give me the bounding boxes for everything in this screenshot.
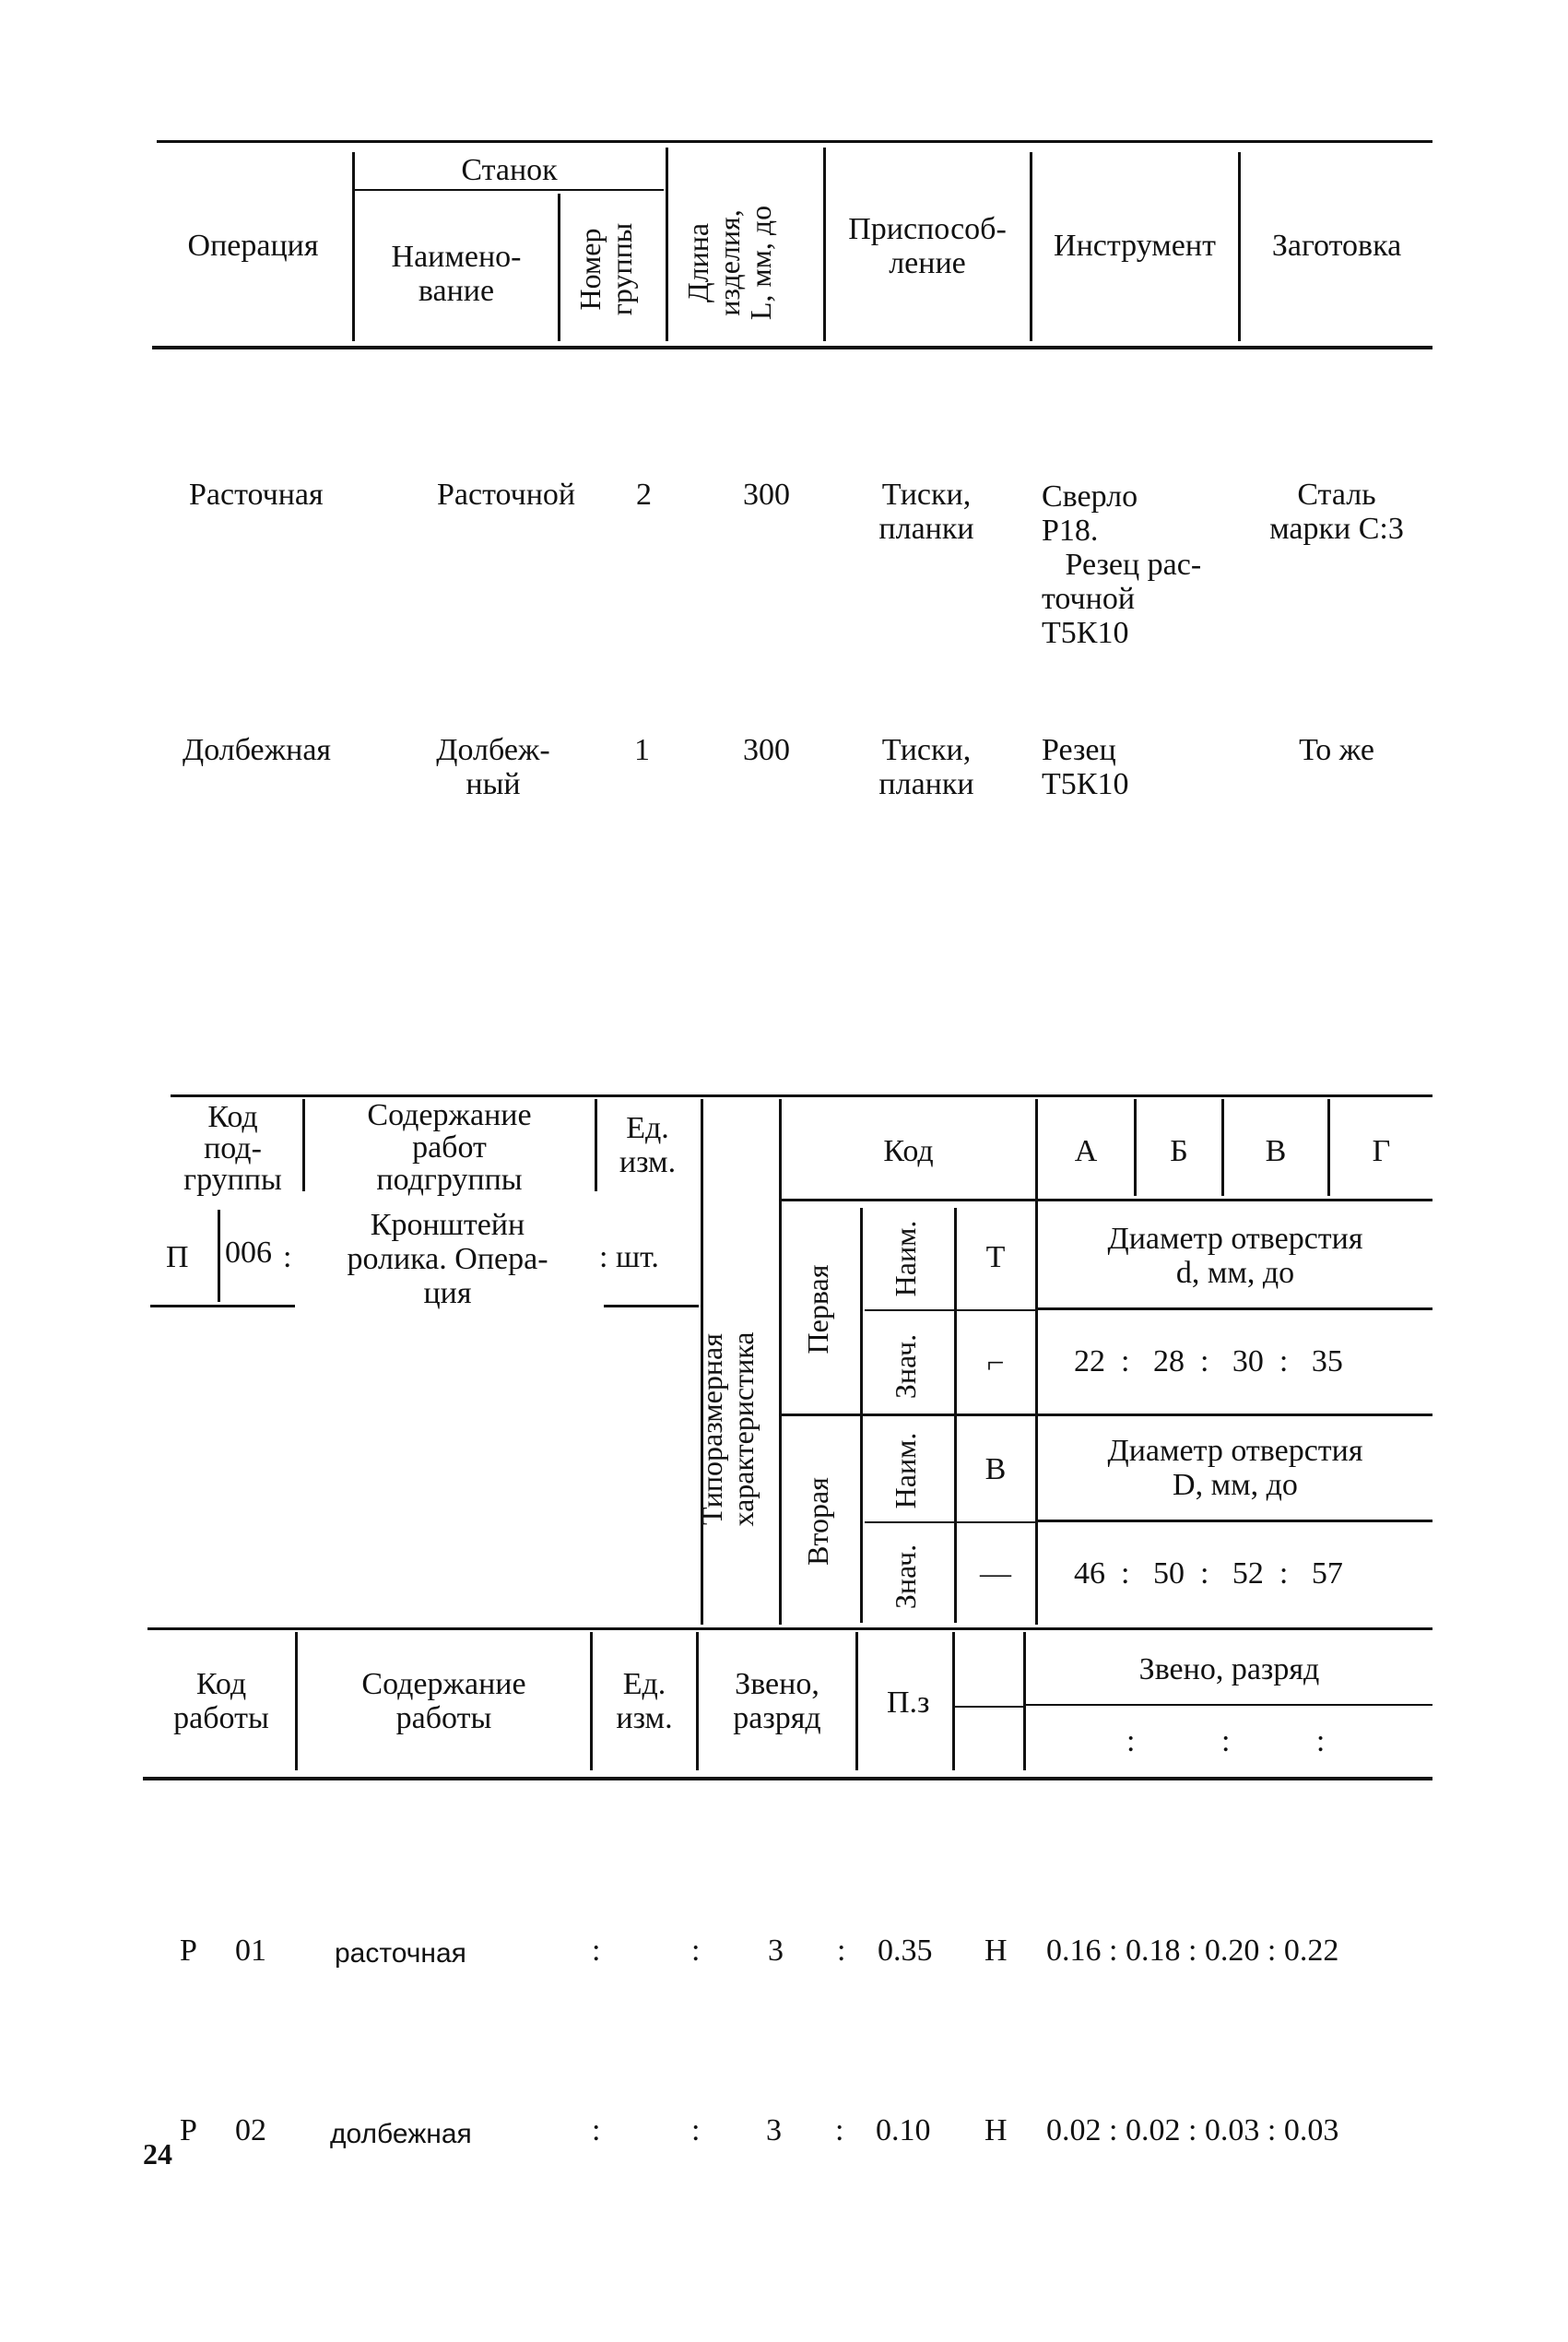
t2-hdr-letter-v: В bbox=[1265, 1134, 1287, 1168]
t3-hdr-code: Код работы bbox=[173, 1667, 269, 1735]
t3-hdr-unit: Ед. изм. bbox=[616, 1667, 673, 1735]
t1-hdr-operation: Операция bbox=[187, 229, 319, 263]
t2-second-znach: Знач. bbox=[889, 1544, 922, 1610]
t2-sub-unit: : шт. bbox=[599, 1240, 659, 1274]
t1-r2-operation: Долбежная bbox=[183, 733, 332, 767]
page-number: 24 bbox=[143, 2137, 172, 2170]
t1-r1-blank: Сталь марки С:3 bbox=[1269, 478, 1404, 546]
t3-rule bbox=[1026, 1704, 1432, 1706]
t3-r2-c3: : bbox=[835, 2113, 844, 2147]
t1-r2-fixture: Тиски, планки bbox=[878, 733, 974, 801]
t1-r1-group: 2 bbox=[636, 478, 652, 512]
t2-second-values: 46 : 50 : 52 : 57 bbox=[1074, 1556, 1343, 1591]
t2-second-desc: Диаметр отверстия D, мм, до bbox=[1107, 1434, 1363, 1502]
t2-second-znach-val: — bbox=[980, 1556, 1011, 1591]
t1-r2-length: 300 bbox=[743, 733, 790, 767]
t1-r1-length: 300 bbox=[743, 478, 790, 512]
t3-hdr-pz: П.з bbox=[887, 1686, 930, 1720]
t3-r1-c1: : bbox=[592, 1934, 601, 1968]
t2-hdr-unit: Ед. изм. bbox=[619, 1111, 677, 1179]
t3-r1-c3: : bbox=[837, 1934, 846, 1968]
t2-hdr-content-subgroup: Содержание работ подгруппы bbox=[367, 1098, 532, 1197]
t2-second-naim: Наим. bbox=[889, 1432, 922, 1509]
t2-sub-content: Кронштейн ролика. Опера- ция bbox=[347, 1208, 548, 1310]
t3-hdr-link2: Звено, разряд bbox=[1138, 1652, 1320, 1686]
t1-header-rule bbox=[152, 346, 1432, 349]
t2-hdr-code: Код bbox=[883, 1134, 934, 1168]
t2-second-label: Вторая bbox=[801, 1477, 834, 1566]
t2-first-naim: Наим. bbox=[889, 1220, 922, 1297]
t2-sub-letter: П bbox=[166, 1240, 189, 1274]
t3-r2-content: долбежная bbox=[330, 2119, 472, 2149]
t2-hdr-code-subgroup: Код под- группы bbox=[183, 1100, 282, 1197]
t2-top-rule bbox=[171, 1094, 1432, 1097]
t1-r1-machine: Расточной bbox=[437, 478, 576, 512]
t2-typo-label: Типоразмерная характеристика bbox=[695, 1331, 760, 1527]
t3-r1-h: Н bbox=[984, 1934, 1008, 1968]
t2-rule bbox=[1038, 1520, 1432, 1522]
t2-vline bbox=[1035, 1099, 1038, 1625]
t3-r1-code: 01 bbox=[235, 1934, 266, 1968]
t2-hdr-letter-a: А bbox=[1074, 1134, 1098, 1168]
t2-rule bbox=[865, 1309, 1035, 1311]
t3-r2-vals: 0.02 : 0.02 : 0.03 : 0.03 bbox=[1046, 2113, 1339, 2147]
t2-first-values: 22 : 28 : 30 : 35 bbox=[1074, 1344, 1343, 1378]
t3-r2-pz: 0.10 bbox=[876, 2113, 931, 2147]
t2-sub-code: 006 bbox=[225, 1236, 272, 1270]
t1-r2-machine: Долбеж- ный bbox=[436, 733, 550, 801]
t3-r2-h: Н bbox=[984, 2113, 1008, 2147]
t3-vline bbox=[952, 1632, 955, 1770]
t2-vline bbox=[954, 1208, 957, 1623]
t3-r2-letter: Р bbox=[180, 2113, 197, 2147]
t3-hdr-content: Содержание работы bbox=[361, 1667, 526, 1735]
t2-vline bbox=[302, 1099, 305, 1191]
t1-hdr-machine: Станок bbox=[461, 153, 558, 187]
t2-hdr-letter-b: Б bbox=[1170, 1134, 1188, 1168]
t2-first-naim-val: Т bbox=[985, 1240, 1006, 1274]
t2-vline bbox=[860, 1208, 863, 1623]
t2-second-naim-val: В bbox=[984, 1452, 1007, 1486]
t3-r1-letter: Р bbox=[180, 1934, 197, 1968]
t2-rule bbox=[865, 1521, 1035, 1523]
t3-r1-content: расточная bbox=[335, 1938, 466, 1969]
t1-hdr-length: Длина изделия, L, мм, до bbox=[681, 205, 777, 321]
t3-hdr-colons: : : : bbox=[1126, 1724, 1326, 1758]
t1-vline bbox=[666, 148, 668, 341]
t2-first-znach: Знач. bbox=[889, 1333, 922, 1400]
t1-r2-tool: Резец Т5К10 bbox=[1042, 733, 1129, 801]
t2-sub-colon: : bbox=[283, 1240, 292, 1274]
t3-r2-rank: 3 bbox=[766, 2113, 782, 2147]
t2-sub-rule bbox=[150, 1305, 295, 1307]
t3-r2-c2: : bbox=[691, 2113, 701, 2147]
t3-r2-code: 02 bbox=[235, 2113, 266, 2147]
t1-r1-operation: Расточная bbox=[189, 478, 324, 512]
t1-machine-rule bbox=[355, 189, 664, 191]
t2-first-label: Первая bbox=[801, 1264, 834, 1354]
t3-top-rule bbox=[147, 1627, 1432, 1630]
t1-top-rule bbox=[157, 140, 1432, 143]
t1-r1-tool: Сверло Р18. Резец рас- точной Т5К10 bbox=[1042, 479, 1202, 650]
t3-r1-pz: 0.35 bbox=[878, 1934, 933, 1968]
t2-vline bbox=[595, 1099, 597, 1191]
t3-hdr-link: Звено, разряд bbox=[733, 1667, 821, 1735]
t1-hdr-fixture: Приспособ- ление bbox=[848, 212, 1007, 280]
t1-r1-fixture: Тиски, планки bbox=[878, 478, 974, 546]
t3-r1-c2: : bbox=[691, 1934, 701, 1968]
t1-hdr-machine-name: Наимено- вание bbox=[391, 240, 522, 308]
t3-r1-vals: 0.16 : 0.18 : 0.20 : 0.22 bbox=[1046, 1934, 1339, 1968]
t2-vline bbox=[779, 1099, 782, 1625]
t1-hdr-tool: Инструмент bbox=[1054, 229, 1216, 263]
t3-r1-rank: 3 bbox=[768, 1934, 784, 1968]
t3-rule bbox=[955, 1706, 1023, 1708]
t1-hdr-blank: Заготовка bbox=[1271, 229, 1402, 263]
t1-hdr-group: Номер группы bbox=[573, 222, 638, 316]
t2-rule bbox=[782, 1413, 1432, 1416]
t2-sub-rule bbox=[604, 1305, 699, 1307]
t2-first-znach-val: ⌐ bbox=[986, 1346, 1005, 1380]
t1-r2-blank: То же bbox=[1299, 733, 1374, 767]
t2-first-desc: Диаметр отверстия d, мм, до bbox=[1107, 1222, 1363, 1290]
t2-code-rule bbox=[782, 1199, 1432, 1201]
t2-hdr-letter-g: Г bbox=[1372, 1134, 1391, 1168]
t2-vline bbox=[218, 1210, 220, 1302]
t3-r2-c1: : bbox=[592, 2113, 601, 2147]
t1-vline bbox=[558, 194, 560, 341]
t2-rule bbox=[1038, 1307, 1432, 1310]
t3-vline bbox=[855, 1632, 858, 1770]
t3-bottom-rule bbox=[143, 1777, 1432, 1780]
t1-r2-group: 1 bbox=[634, 733, 650, 767]
